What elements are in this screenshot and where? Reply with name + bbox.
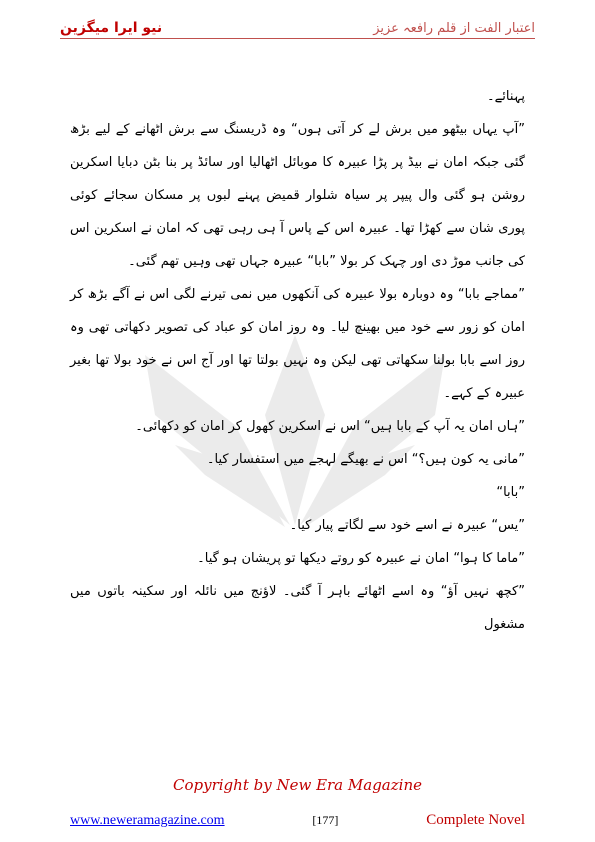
paragraph: ”بابا“ — [496, 485, 525, 500]
paragraph: پہنائے۔ — [487, 89, 525, 104]
page-footer — [70, 812, 525, 829]
paragraph: ”مانی یہ کون ہیں؟“ اس نے بھیگے لہجے میں استفسار کیا۔ — [206, 452, 525, 467]
paragraph: ”کچھ نہیں آؤ“ وہ اسے اٹھائے باہر آ گئی۔ لاؤنج میں نائلہ اور سکینہ باتوں میں مشغول — [70, 584, 525, 632]
novel-title-author: اعتبار الفت از قلم رافعہ عزیز — [373, 21, 535, 36]
paragraph: ”ہاں امان یہ آپ کے بابا ہیں“ اس نے اسکرین کھول کر امان کو دکھائی۔ — [135, 419, 525, 434]
page-number: [177] — [312, 813, 339, 827]
paragraph: ”یس“ عبیرہ نے اسے خود سے لگاتے پیار کیا۔ — [289, 518, 525, 533]
page-header — [60, 10, 535, 39]
copyright-notice: Copyright by New Era Magazine — [173, 776, 422, 794]
paragraph: ”آپ یہاں بیٹھو میں برش لے کر آتی ہوں“ وہ ڈریسنگ سے برش اٹھانے کے لیے بڑھ گئی جبکہ امان نے بیڈ پر پڑا عبیرہ کا موبائل اٹھالیا اور سائڈ پر بنا بٹن دبایا اسکرین روشن ہو گئی وال پیپر پر سیاہ شلوار قمیض پہنے لبوں پر مسکان سجائے کوئی پوری شان سے کھڑا تھا۔ عبیرہ اس کے پاس آ ہی رہی تھی کہ امان نے اسکرین اس کی جانب موڑ دی اور چہک کر بولا ”بابا“ عبیرہ جہاں تھی وہیں تھم گئی۔ — [70, 122, 525, 269]
category-label: Complete Novel — [426, 812, 525, 828]
paragraph: ”مماجے بابا“ وہ دوبارہ بولا عبیرہ کی آنکھوں میں نمی تیرنے لگی اس نے آگے بڑھ کر امان کو زور سے خود میں بھینچ لیا۔ وہ روز امان کو عباد کی تصویر دکھاتی تھی وہ روز اسے بابا بولنا سکھاتی تھی لیکن وہ نہیں بولتا تھا اور آج اس نے خود بولا تھا بغیر عبیرہ کے کہے۔ — [70, 287, 525, 401]
paragraph: ”ماما کا ہوا“ امان نے عبیرہ کو روتے دیکھا تو پریشان ہو گیا۔ — [197, 551, 525, 566]
magazine-name: نیو ایرا میگزین — [60, 20, 163, 36]
novel-body-text — [70, 80, 525, 641]
website-link[interactable]: www.neweramagazine.com — [70, 813, 225, 828]
